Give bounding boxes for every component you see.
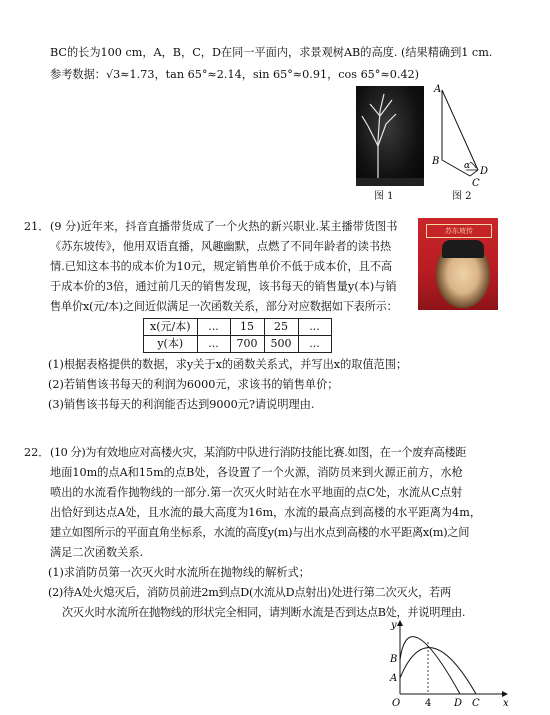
q22-line-4: 出恰好到达点A处，且水流的最大高度为16m，水流的最高点到高楼的水平距离为4m， bbox=[50, 506, 482, 519]
table-cell: x(元/本) bbox=[144, 319, 198, 336]
q21-value-table bbox=[143, 318, 332, 353]
table-cell: ... bbox=[197, 336, 230, 353]
q21-number: 21． bbox=[24, 220, 50, 233]
q20-reference-data: 参考数据：√3≈1.73，tan 65°≈2.14，sin 65°≈0.91，cos 65°≈0.42) bbox=[50, 68, 420, 81]
q22-sub-2-line-1: (2)待A处火熄灭后，消防员前进2m到点D(水流从D点射出)处进行第二次灭火，若两 bbox=[48, 586, 451, 599]
fig2-label-alpha: α bbox=[464, 161, 471, 171]
fig2-label-c: C bbox=[472, 178, 480, 189]
table-cell: 700 bbox=[230, 336, 264, 353]
table-cell: 15 bbox=[230, 319, 264, 336]
figure-2-caption: 图 2 bbox=[452, 191, 472, 202]
graph-point-a-label: A bbox=[390, 673, 398, 684]
table-cell: 500 bbox=[264, 336, 298, 353]
hat-icon bbox=[442, 240, 484, 258]
q22-line-6: 满足二次函数关系. bbox=[50, 546, 144, 559]
q22-line-3: 喷出的水流看作抛物线的一部分.第一次灭火时站在水平地面的点C处，水流从C点射 bbox=[50, 486, 463, 499]
q21-sub-2: (2)若销售该书每天的利润为6000元，求该书的销售单价； bbox=[48, 378, 339, 391]
q22-line-5: 建立如图所示的平面直角坐标系，水流的高度y(m)与出水点到高楼的水平距离x(m)之间 bbox=[50, 526, 470, 539]
q22-line-2: 地面10m的点A和15m的点B处，各设置了一个火源，消防员来到火源正前方，水枪 bbox=[50, 466, 463, 479]
q21-line-3: 情.已知这本书的成本价为10元，规定销售单价不低于成本价，且不高 bbox=[50, 260, 393, 273]
figure-2-diagram bbox=[430, 82, 500, 192]
table-cell: y(本) bbox=[144, 336, 198, 353]
book-cover-title: 苏东坡传 bbox=[426, 224, 492, 238]
fig2-label-d: D bbox=[480, 166, 489, 177]
graph-tick-4-label: 4 bbox=[425, 698, 432, 709]
graph-origin-label: O bbox=[392, 698, 401, 709]
figure-1-caption: 图 1 bbox=[374, 191, 394, 202]
q22-sub-2-line-2: 次灭火时水流所在抛物线的形状完全相同，请判断水流是否到达点B处，并说明理由. bbox=[62, 606, 466, 619]
graph-point-c-label: C bbox=[472, 698, 480, 709]
table-cell: ... bbox=[197, 319, 230, 336]
tree-silhouette-icon bbox=[356, 86, 424, 186]
q21-sub-1: (1)根据表格提供的数据，求y关于x的函数关系式，并写出x的取值范围； bbox=[48, 358, 408, 371]
q21-line-2: 《苏东坡传》，他用双语直播，风趣幽默，点燃了不同年龄者的读书热 bbox=[50, 240, 392, 253]
graph-x-label: x bbox=[503, 698, 509, 709]
graph-point-d-label: D bbox=[454, 698, 463, 709]
q20-continuation-line1: BC的长为100 cm，A，B，C，D在同一平面内，求景观树AB的高度. (结果精确到1 cm. bbox=[50, 46, 493, 59]
q22-sub-1: (1)求消防员第一次灭火时水流所在抛物线的解析式； bbox=[48, 566, 310, 579]
q21-line-5: 售单价x(元/本)之间近似满足一次函数关系，部分对应数据如下表所示： bbox=[50, 300, 398, 313]
fig2-label-b: B bbox=[432, 156, 440, 167]
table-cell: 25 bbox=[264, 319, 298, 336]
table-cell: ... bbox=[298, 319, 331, 336]
q21-line-1: (9 分)近年来，抖音直播带货成了一个火热的新兴职业.某主播带货图书 bbox=[50, 220, 398, 233]
q22-number: 22． bbox=[24, 446, 50, 459]
q21-sub-3: (3)销售该书每天的利润能否达到9000元?请说明理由. bbox=[48, 398, 315, 411]
book-cover-image bbox=[418, 218, 498, 310]
fig2-label-a: A bbox=[434, 84, 442, 95]
figure-1-photo bbox=[356, 86, 424, 186]
table-cell: ... bbox=[298, 336, 331, 353]
q21-line-4: 于成本价的3倍，通过前几天的销售发现，该书每天的销售量y(本)与销 bbox=[50, 280, 397, 293]
table-row bbox=[144, 336, 332, 353]
graph-y-label: y bbox=[391, 620, 397, 631]
table-row bbox=[144, 319, 332, 336]
q22-parabola-graph bbox=[380, 620, 510, 712]
graph-point-b-label: B bbox=[390, 654, 398, 665]
q22-line-1: (10 分)为有效地应对高楼火灾，某消防中队进行消防技能比赛.如图，在一个废弃高楼距 bbox=[50, 446, 467, 459]
